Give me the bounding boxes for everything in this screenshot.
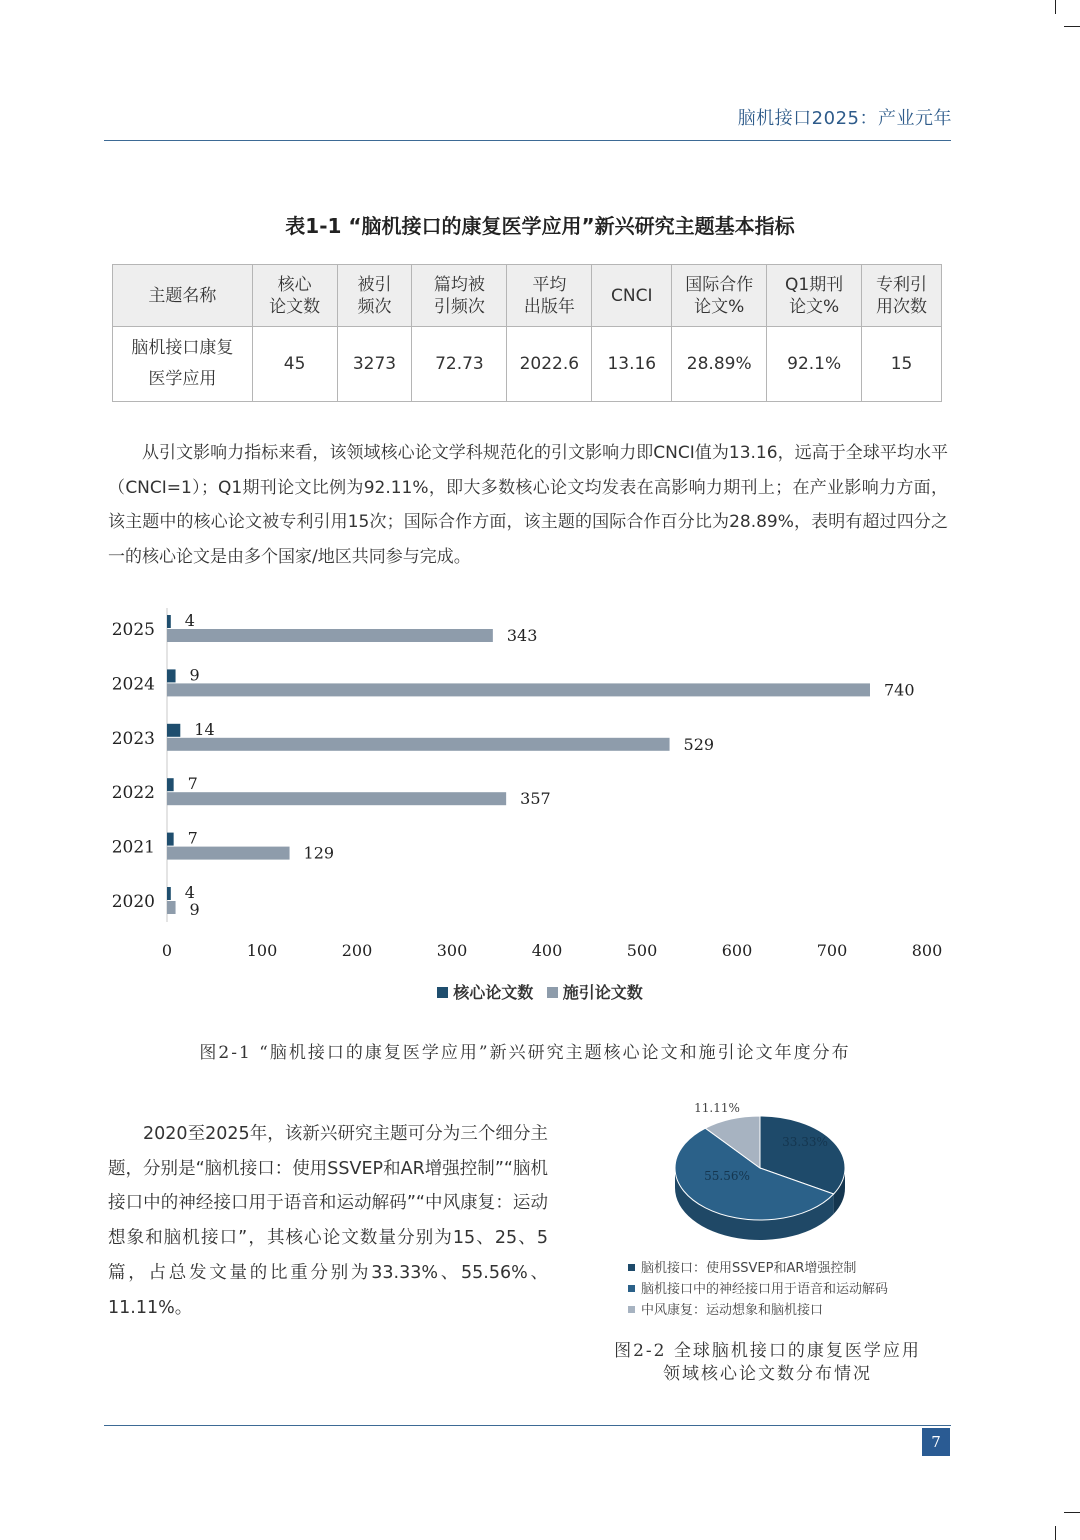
page-number: 7: [922, 1428, 950, 1456]
header-cell: 篇均被 引频次: [412, 265, 507, 327]
bar-core-value-label: 14: [194, 719, 215, 739]
pie-value-label: 55.56%: [704, 1169, 750, 1183]
table-cell: 28.89%: [672, 327, 767, 402]
x-tick-label: 800: [911, 941, 943, 960]
legend-swatch: [628, 1264, 635, 1271]
table-cell: 72.73: [412, 327, 507, 402]
header-cell: 平均 出版年: [507, 265, 592, 327]
bar-core-value-label: 4: [184, 883, 195, 902]
header-cell: 被引 频次: [337, 265, 412, 327]
legend-swatch: [628, 1306, 635, 1313]
x-tick-label: 300: [436, 941, 468, 960]
figure-caption-2-2: 图2-2 全球脑机接口的康复医学应用 领域核心论文数分布情况: [614, 1341, 921, 1384]
bar-citing-value-label: 343: [506, 626, 538, 645]
pie-legend-item: 脑机接口：使用SSVEP和AR增强控制: [628, 1258, 888, 1279]
bar-citing-value-label: 529: [683, 734, 715, 754]
bar-citing-value-label: 357: [520, 789, 551, 809]
header-cell: CNCI: [592, 265, 672, 327]
x-tick-label: 400: [531, 941, 563, 960]
bar-core-value-label: 4: [184, 611, 195, 630]
header-cell: 国际合作 论文%: [672, 265, 767, 327]
bar-category-label: 2025: [111, 620, 155, 640]
table-cell: 13.16: [592, 327, 672, 402]
table-cell: 45: [252, 327, 337, 402]
header-cell: Q1期刊 论文%: [767, 265, 862, 327]
table-cell: 2022.6: [507, 327, 592, 402]
pie-value-label: 11.11%: [694, 1101, 740, 1115]
table-cell: 15: [862, 327, 942, 402]
pie-chart-legend: [628, 1258, 888, 1321]
pie-legend-item: 中风康复：运动想象和脑机接口: [628, 1300, 888, 1321]
x-tick-label: 100: [246, 941, 278, 960]
bar-core-value-label: 7: [187, 774, 198, 794]
figure-caption-2-1: 图2-1 “脑机接口的康复医学应用”新兴研究主题核心论文和施引论文年度分布: [199, 1043, 851, 1063]
table-cell-topic: 脑机接口康复 医学应用: [113, 327, 253, 402]
legend-item-core: 核心论文数: [437, 983, 533, 1002]
bar-citing-value-label: 740: [884, 680, 915, 700]
header-cell: 核心 论文数: [252, 265, 337, 327]
body-paragraph-2: 2020至2025年，该新兴研究主题可分为三个细分主题，分别是“脑机接口：使用SSVEP和AR增强控制”“脑机接口中的神经接口用于语音和运动解码”“中风康复：运动想象和脑机接口”，其核心论文数量分别为15、25、5篇，占总发文量的比重分别为33.33%、55.56%、11.11%。: [108, 1124, 548, 1318]
pie-value-label: 33.33%: [782, 1135, 828, 1149]
pie-legend-item: 脑机接口中的神经接口用于语音和运动解码: [628, 1279, 888, 1300]
running-header-title: 脑机接口2025：产业元年: [737, 108, 952, 129]
legend-swatch: [628, 1285, 635, 1292]
header-cell: 主题名称: [113, 265, 253, 327]
bar-category-label: 2021: [111, 837, 155, 858]
x-tick-label: 700: [816, 941, 848, 960]
bar-category-label: 2024: [111, 674, 155, 695]
legend-item-citing: 施引论文数: [547, 983, 643, 1002]
table-title: 表1-1 “脑机接口的康复医学应用”新兴研究主题基本指标: [285, 214, 795, 238]
x-tick-label: 0: [161, 941, 173, 960]
x-tick-label: 600: [721, 941, 753, 960]
header-cell: 专利引 用次数: [862, 265, 942, 327]
table-cell: 92.1%: [767, 327, 862, 402]
bar-category-label: 2023: [111, 728, 155, 749]
bar-citing-value-label: 9: [189, 900, 200, 919]
x-tick-label: 200: [341, 941, 373, 960]
x-tick-label: 500: [626, 941, 658, 960]
bar-core-value-label: 9: [189, 665, 200, 685]
bar-core-value-label: 7: [187, 828, 198, 848]
footer-rule: [104, 1425, 951, 1426]
bar-category-label: 2022: [111, 783, 155, 804]
bar-category-label: 2020: [111, 892, 155, 912]
bar-citing-value-label: 129: [303, 843, 335, 863]
table-cell: 3273: [337, 327, 412, 402]
body-paragraph-1: 从引文影响力指标来看，该领域核心论文学科规范化的引文影响力即CNCI值为13.16，远高于全球平均水平（CNCI=1）；Q1期刊论文比例为92.11%，即大多数核心论文均发表在高影响力期刊上；在产业影响力方面，该主题中的核心论文被专利引用15次；国际合作方面，该主题的国际合作百分比为28.89%，表明有超过四分之一的核心论文是由多个国家/地区共同参与完成。: [108, 443, 948, 567]
